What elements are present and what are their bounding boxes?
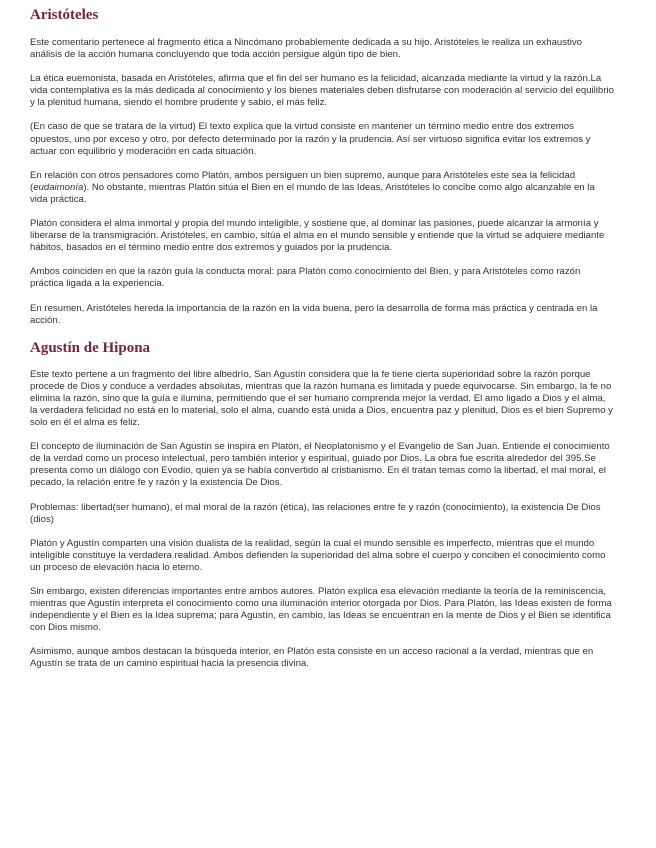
paragraph: (En caso de que se tratara de la virtud) El texto explica que la virtud consiste en mantener un término medio entre dos extremos opuestos, uno por exceso y otro, por defecto determinado por la razón y la prudencia. Así ser virtuoso significa evitar los extremos y actuar con equilibrio y moderación en cada situación. [30,121,591,157]
paragraph: Asimismo, aunque ambos destacan la búsqueda interior, en Platón esta consiste en un acceso racional a la verdad, mientras que en Agustín se trata de un camino espiritual hacia la presencia divina. [30,646,594,670]
paragraph: Sin embargo, existen diferencias importantes entre ambos autores. Platón explica esa elevación mediante la teoría de la reminiscencia, mientras que Agustín interpreta el conocimiento como una iluminación interior otorgada por Dios. Para Platón, las Ideas existen de forma independiente y el Bien es la Idea suprema; para Agustín, en cambio, las Ideas se encuentran en la mente de Dios y el Bien se identifica con Dios mismo. [30,586,612,634]
paragraph: Este texto pertene a un fragmento del libre albedrío, San Agustín considera que la fe tiene cierta superioridad sobre la razón porque procede de Dios y conduce a verdades absolutas, mientras que la razón humana es limitada y puede equivocarse. Sin embargo, la fe no elimina la razón, sino que la guía e ilumina, permitiendo que el ser humano comprenda mejor la verdad. El amo ligado a Dios y el alma, la verdadera felicidad no está en lo material, solo el alma, cuando está unida a Dios, encuentra paz y plenitud, Dios es el bien Supremo y solo en él el alma es feliz. [30,368,613,429]
paragraph: Problemas: libertad(ser humano), el mal moral de la razón (ética), las relaciones entre fe y razón (conocimiento), la existencia De Dios (dios) [30,501,601,525]
paragraph: Ambos coinciden en que la razón guía la conducta moral: para Platón como conocimiento del Bien, y para Aristóteles como razón práctica ligada a la experiencia. [30,266,581,290]
document-page [30,6,615,683]
paragraph-with-emphasis [30,170,615,206]
paragraph: Este comentario pertenece al fragmento ética a Nincómano probablemente dedicada a su hijo. Aristóteles le realiza un exhaustivo análisis de la acción humana concluyendo que toda acción persigue algún tipo de bien. [30,37,582,61]
paragraph-text-after: ). No obstante, mientras Platón sitúa el Bien en el mundo de las Ideas, Aristóteles lo concibe como algo alcanzable en la vida práctica. [30,181,595,205]
emphasis-term: eudaimonía [33,181,84,193]
section-title-agustin: Agustín de Hipona [30,339,151,356]
paragraph: La ética euemonista, basada en Aristóteles, afirma que el fin del ser humano es la felicidad, alcanzada mediante la virtud y la razón.La vida contemplativa es la más dedicada al conocimiento y los bienes materiales deben disfrutarse con moderación al servicio del equilibrio y la plenitud humana, siendo el hombre prudente y sabio, el más feliz. [30,73,614,109]
paragraph: Platón considera el alma inmortal y propia del mundo inteligible, y sostiene que, al dominar las pasiones, puede alcanzar la armonía y liberarse de la transmigración. Aristóteles, en cambio, sitúa el alma en el mundo sensible y entiende que la virtud se adquiere mediante hábitos, basados en el término medio entre dos extremos y guiados por la prudencia. [30,218,605,254]
paragraph-text-before: En relación con otros pensadores como Platón, ambos persiguen un bien supremo, aunque para Aristóteles este sea la felicidad ( [30,169,576,193]
paragraph: En resumen, Aristóteles hereda la importancia de la razón en la vida buena, pero la desarrolla de forma más práctica y centrada en la acción. [30,302,598,326]
paragraph: Platón y Agustín comparten una visión dualista de la realidad, según la cual el mundo sensible es imperfecto, mientras que el mundo inteligible constituye la verdadera realidad. Ambos defienden la superioridad del alma sobre el cuerpo y conciben el conocimiento como un proceso de elevación hacia lo eterno. [30,537,606,573]
paragraph: El concepto de iluminación de San Agustín se inspira en Platón, el Neoplatonismo y el Evangelio de San Juan. Entiende el conocimiento de la verdad como un proceso intelectual, pero también interior y espiritual, guiado por Dios. La obra fue escrita alrededor del 395.Se presenta como un diálogo con Evodio, quien ya se había convertido al cristianismo. En él tratan temas como la libertad, el mal moral, el pecado, la relación entre fe y razón y la existencia De Dios. [30,441,610,489]
section-title-aristoteles: Aristóteles [30,7,99,23]
